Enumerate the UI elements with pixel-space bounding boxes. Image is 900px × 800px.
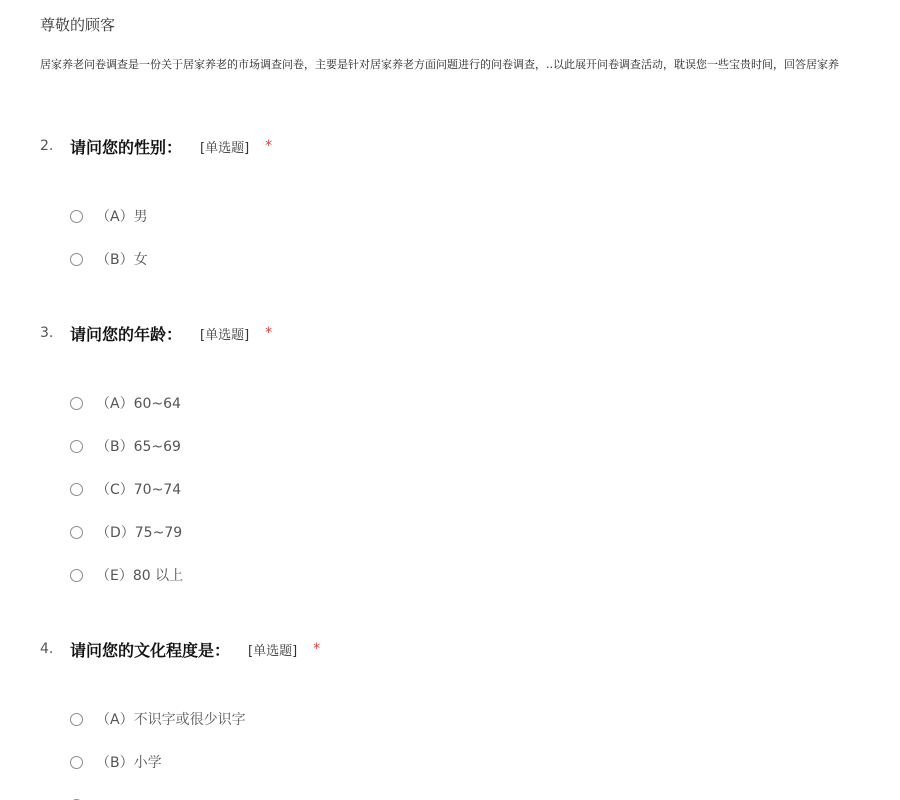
question-number: 4. (40, 641, 54, 657)
radio-button[interactable] (70, 526, 83, 539)
required-marker: * (313, 641, 321, 657)
radio-button[interactable] (70, 713, 83, 726)
option-age-e[interactable] (70, 564, 183, 586)
question-title: 请问您的文化程度是： (70, 640, 231, 660)
option-label: （B）小学 (96, 755, 162, 771)
option-education-a[interactable] (70, 708, 246, 730)
option-gender-a[interactable] (70, 205, 148, 227)
question-2-header (40, 134, 272, 158)
option-label: （B）65~69 (96, 439, 181, 455)
radio-button[interactable] (70, 253, 83, 266)
radio-button[interactable] (70, 569, 83, 582)
option-age-d[interactable] (70, 521, 182, 543)
required-marker: * (265, 138, 273, 154)
greeting-title: 尊敬的顾客 (40, 16, 116, 34)
question-title: 请问您的年龄： (70, 324, 183, 344)
question-type-label: [单选题] (248, 643, 298, 659)
radio-button[interactable] (70, 483, 83, 496)
option-age-c[interactable] (70, 478, 181, 500)
question-type-label: [单选题] (200, 327, 250, 343)
option-label: （B）女 (96, 252, 148, 268)
option-label: （E）80 以上 (96, 568, 184, 584)
question-type-label: [单选题] (200, 140, 250, 156)
option-age-b[interactable] (70, 435, 181, 457)
question-number: 2. (40, 138, 54, 154)
question-number: 3. (40, 325, 54, 341)
option-label: （D）75~79 (96, 525, 183, 541)
option-education-c[interactable] (70, 794, 96, 800)
radio-button[interactable] (70, 397, 83, 410)
question-3-header (40, 321, 272, 345)
option-label: （A）不识字或很少识字 (96, 712, 246, 728)
option-label: （A）男 (96, 209, 148, 225)
survey-intro-text: 居家养老问卷调查是一份关于居家养老的市场调查问卷，主要是针对居家养老方面问题进行的问卷调查，..以此展开问卷调查活动，耽误您一些宝贵时间，回答居家养 (40, 58, 839, 71)
option-education-b[interactable] (70, 751, 162, 773)
option-label: （A）60~64 (96, 396, 181, 412)
question-title: 请问您的性别： (70, 137, 183, 157)
required-marker: * (265, 325, 273, 341)
radio-button[interactable] (70, 756, 83, 769)
option-label: （C）70~74 (96, 482, 182, 498)
option-age-a[interactable] (70, 392, 181, 414)
option-gender-b[interactable] (70, 248, 148, 270)
question-4-header (40, 637, 320, 661)
radio-button[interactable] (70, 440, 83, 453)
radio-button[interactable] (70, 210, 83, 223)
